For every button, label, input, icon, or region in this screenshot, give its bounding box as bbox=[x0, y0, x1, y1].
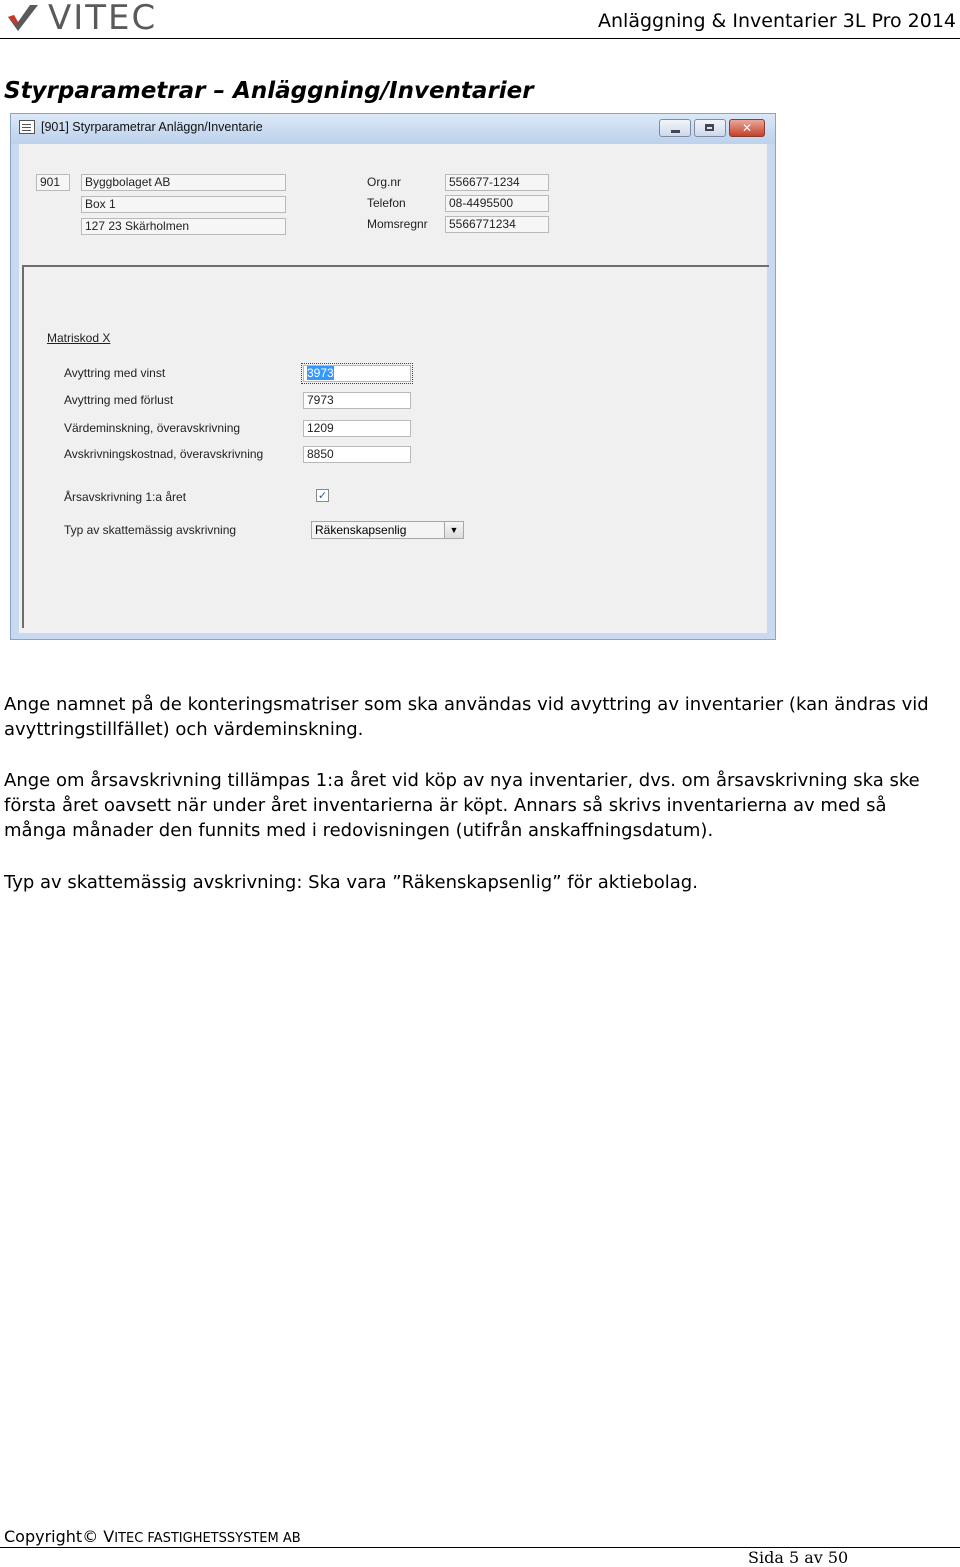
company-rest: ITEC FASTIGHETSSYSTEM AB bbox=[114, 1531, 301, 1546]
check-icon: ✓ bbox=[317, 489, 328, 502]
field-label-avyttring-forlust: Avyttring med förlust bbox=[64, 393, 174, 407]
close-icon: ✕ bbox=[741, 121, 753, 135]
close-button[interactable] bbox=[729, 119, 765, 137]
field-label-avyttring-vinst: Avyttring med vinst bbox=[64, 366, 166, 380]
paragraph-matriser: Ange namnet på de konteringsmatriser som ska användas vid avyttring av inventarier (kan ändras vid avyttringstillfället) och värdeminskning. bbox=[4, 694, 929, 740]
footer-copyright bbox=[4, 1527, 301, 1546]
vitec-check-logo-icon bbox=[6, 3, 40, 33]
field-label-vardeminskning: Värdeminskning, överavskrivning bbox=[64, 421, 241, 435]
checkbox-label-arsavskrivning: Årsavskrivning 1:a året bbox=[64, 490, 187, 504]
minimize-button[interactable] bbox=[659, 119, 691, 137]
telefon-field[interactable]: 08-4495500 bbox=[445, 195, 549, 212]
copyright-symbol: © bbox=[82, 1527, 99, 1546]
address1-field[interactable]: Box 1 bbox=[81, 196, 286, 213]
vitec-logo bbox=[6, 0, 158, 38]
orgnr-field[interactable]: 556677-1234 bbox=[445, 174, 549, 191]
page-number: Sida 5 av 50 bbox=[748, 1548, 849, 1567]
select-label-avskrivningstyp: Typ av skattemässig avskrivning bbox=[64, 523, 237, 537]
address2-field[interactable]: 127 23 Skärholmen bbox=[81, 218, 286, 235]
paragraph-arsavskrivning: Ange om årsavskrivning tillämpas 1:a året vid köp av nya inventarier, dvs. om årsavskrivning ska ske första året oavsett när under året inventarierna är köpt. Annars så skrivs inventarierna av med så många månader den funnits med i redovisningen (utifrån anskaffningsdatum). bbox=[4, 770, 920, 841]
avyttring-forlust-input[interactable]: 7973 bbox=[303, 392, 411, 409]
header-title: Anläggning & Inventarier 3L Pro 2014 bbox=[598, 10, 956, 32]
window-titlebar[interactable] bbox=[11, 114, 775, 144]
chevron-down-icon: ▼ bbox=[449, 525, 459, 535]
momsregnr-field[interactable]: 5566771234 bbox=[445, 216, 549, 233]
copyright-label: Copyright bbox=[4, 1527, 83, 1546]
company-number-field[interactable]: 901 bbox=[36, 174, 70, 191]
paragraph-skattemassig: Typ av skattemässig avskrivning: Ska vara ”Räkenskapsenlig” för aktiebolag. bbox=[4, 872, 698, 893]
arsavskrivning-checkbox[interactable] bbox=[316, 489, 329, 502]
avskrivningstyp-value: Räkenskapsenlig bbox=[315, 523, 407, 537]
telefon-label: Telefon bbox=[367, 196, 406, 210]
avyttring-vinst-value: 3973 bbox=[307, 366, 334, 380]
window-client bbox=[19, 144, 767, 633]
logo-text: VITEC bbox=[48, 0, 158, 38]
group-label-matriskod: Matriskod X bbox=[47, 331, 111, 345]
company-initial: V bbox=[98, 1527, 115, 1546]
window-title: [901] Styrparametrar Anläggn/Inventarie bbox=[41, 120, 263, 134]
avyttring-vinst-input[interactable] bbox=[303, 365, 411, 382]
momsregnr-label: Momsregnr bbox=[367, 217, 428, 231]
avskrivningstyp-select[interactable] bbox=[311, 521, 464, 539]
avskrivningskostnad-input[interactable]: 8850 bbox=[303, 446, 411, 463]
document-title: Styrparametrar – Anläggning/Inventarier bbox=[4, 78, 534, 104]
orgnr-label: Org.nr bbox=[367, 175, 402, 189]
maximize-button[interactable] bbox=[694, 119, 726, 137]
settings-window bbox=[10, 113, 776, 640]
field-label-avskrivningskostnad: Avskrivningskostnad, överavskrivning bbox=[64, 447, 264, 461]
dropdown-button[interactable] bbox=[444, 522, 463, 538]
page-header bbox=[0, 0, 960, 39]
window-menu-icon[interactable] bbox=[19, 120, 35, 134]
vardeminskning-input[interactable]: 1209 bbox=[303, 420, 411, 437]
company-name-field[interactable]: Byggbolaget AB bbox=[81, 174, 286, 191]
